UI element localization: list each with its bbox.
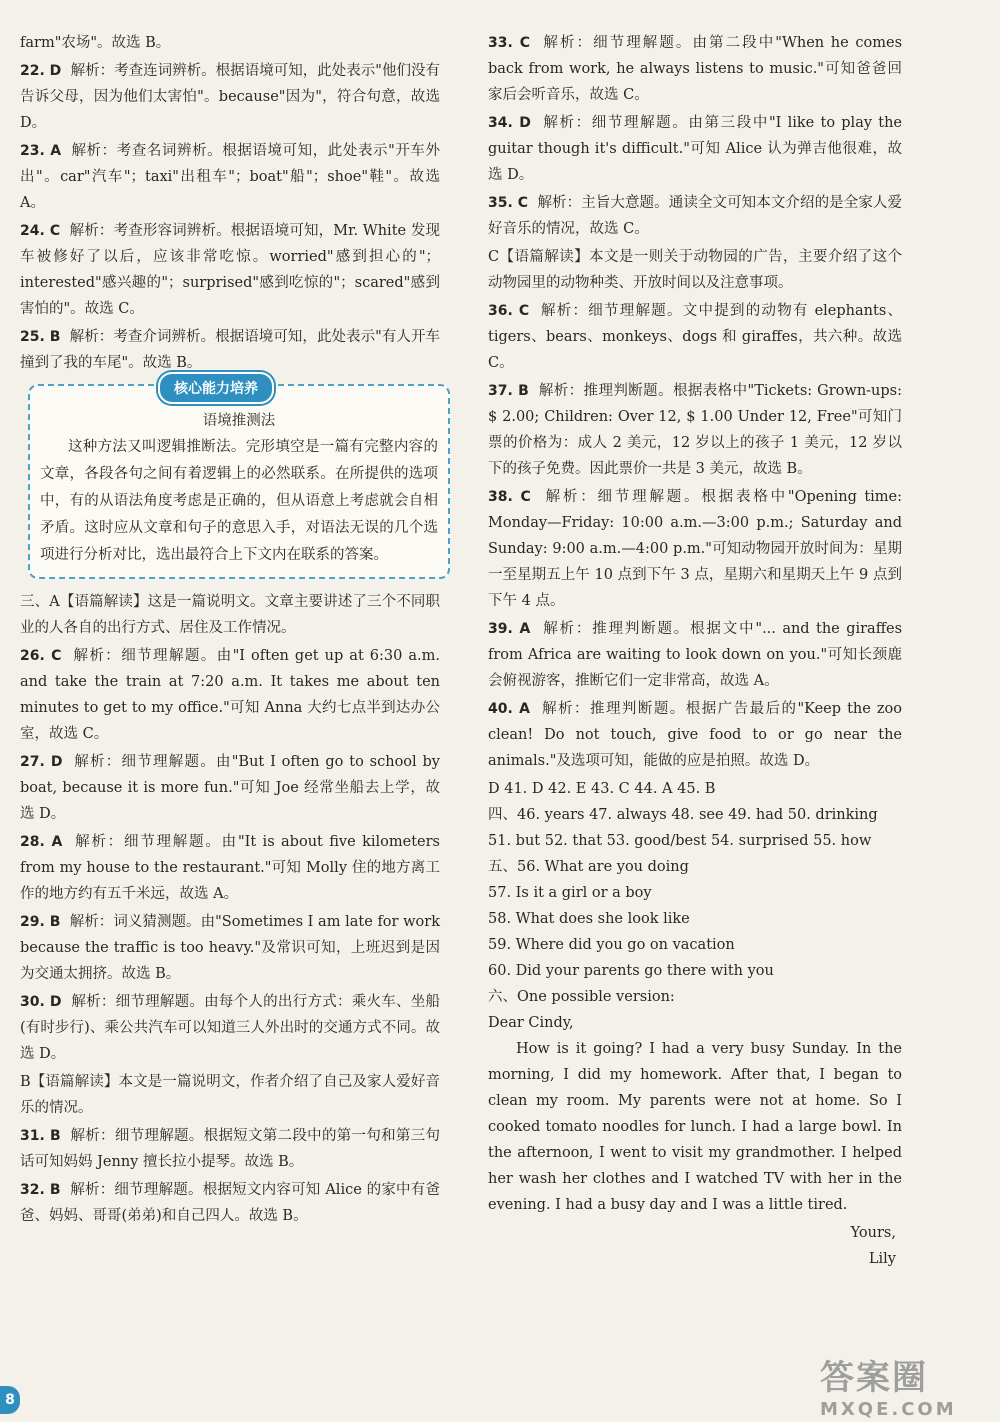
answer-explanation: 解析：考查形容词辨析。根据语境可知，Mr. White 发现车被修好了以后，应该非常吃惊。worried"感到担心的"；interested"感兴趣的"；surprised"感到吃惊的"；scared"感到害怕的"。故选 C。: [20, 223, 440, 317]
core-ability-box: [28, 381, 450, 579]
section-intro: B【语篇解读】本文是一篇说明文，作者介绍了自己及家人爱好音乐的情况。: [20, 1074, 440, 1116]
essay-greeting: Dear Cindy,: [488, 1015, 574, 1031]
core-ability-subtitle: 语境推测法: [202, 413, 276, 429]
watermark-text: 答案圈: [820, 1358, 928, 1398]
answer-number: 30. D: [20, 994, 62, 1010]
answer-item: [20, 58, 440, 136]
answer-explanation: 解析：细节理解题。由"It is about five kilometers from my house to the restaurant."可知 Molly 住的地方离工作的地方约有五千米远，故选 A。: [20, 834, 440, 902]
answer-number: 35. C: [488, 195, 529, 211]
answer-explanation: 解析：推理判断题。根据表格中"Tickets: Grown-ups: $ 2.00; Children: Over 12, $ 1.00 Under 12, Free"可知门票的价格为：成人 2 美元，12 岁以上的孩子 1 美元，12 岁以下的孩子免费。因此票价一共是 3 美元，故选 B。: [488, 383, 903, 477]
answer-explanation: 解析：主旨大意题。通读全文可知本文介绍的是全家人爱好音乐的情况，故选 C。: [488, 195, 903, 237]
answer-number: 26. C: [20, 648, 62, 664]
answers-section-4-line1: 四、46. years 47. always 48. see 49. had 50. drinking: [488, 807, 878, 823]
answer-number: 24. C: [20, 223, 61, 239]
left-column: [20, 30, 440, 1231]
answer-number: 28. A: [20, 834, 63, 850]
answer-item: [20, 909, 440, 987]
section-intro: 三、A【语篇解读】这是一篇说明文。文章主要讲述了三个不同职业的人各自的出行方式、居住及工作情况。: [20, 594, 440, 636]
answers-section-5-line: 58. What does she look like: [488, 911, 690, 927]
answer-explanation: 解析：细节理解题。根据短文内容可知 Alice 的家中有爸爸、妈妈、哥哥(弟弟)和自己四人。故选 B。: [20, 1182, 441, 1224]
essay-signature: Lily: [868, 1251, 896, 1267]
answer-number: 29. B: [20, 914, 61, 930]
answer-explanation: 解析：考查名词辨析。根据语境可知，此处表示"开车外出"。car"汽车"；taxi"出租车"；boat"船"；shoe"鞋"。故选 A。: [20, 143, 440, 211]
answer-number: 33. C: [488, 35, 531, 51]
answer-explanation: 解析：细节理解题。由"I often get up at 6:30 a.m. and take the train at 7:20 a.m. It takes me about ten minutes to get to my office."可知 Anna 大约七点半到达办公室，故选 C。: [20, 648, 440, 742]
answer-number: 23. A: [20, 143, 62, 159]
top-line: farm"农场"。故选 B。: [20, 35, 171, 51]
essay-closing: Yours,: [850, 1225, 896, 1241]
answer-item: [488, 484, 902, 614]
answers-section-4-line2: 51. but 52. that 53. good/best 54. surprised 55. how: [488, 833, 872, 849]
answer-explanation: 解析：细节理解题。文中提到的动物有 elephants、tigers、bears、monkeys、dogs 和 giraffes，共六种。故选 C。: [488, 303, 903, 371]
right-column: [488, 30, 902, 1272]
answer-explanation: 解析：词义猜测题。由"Sometimes I am late for work because the traffic is too heavy."及常识可知，上班迟到是因为交通太拥挤。故选 B。: [20, 914, 440, 982]
answer-item: [488, 696, 902, 774]
answer-item: [488, 30, 902, 108]
answer-item: [20, 1123, 440, 1175]
answer-explanation: 解析：细节理解题。由第二段中"When he comes back from work, he always listens to music."可知爸爸回家后会听音乐，故选 C。: [488, 35, 903, 103]
answer-item: [488, 190, 902, 242]
watermark-url: MXQE.COM: [820, 1399, 957, 1420]
answer-number: 39. A: [488, 621, 531, 637]
answer-explanation: 解析：细节理解题。由"But I often go to school by boat, because it is more fun."可知 Joe 经常坐船去上学，故选 D。: [20, 754, 440, 822]
answer-explanation: 解析：细节理解题。由每个人的出行方式：乘火车、坐船(有时步行)、乘公共汽车可以知道三人外出时的交通方式不同。故选 D。: [20, 994, 441, 1062]
watermark-logo: [820, 1350, 957, 1420]
essay-label: 六、One possible version:: [488, 989, 675, 1005]
answer-explanation: 解析：考查连词辨析。根据语境可知，此处表示"他们没有告诉父母，因为他们太害怕"。because"因为"，符合句意，故选 D。: [20, 63, 441, 131]
answer-item: [20, 138, 440, 216]
answer-explanation: 解析：考查介词辨析。根据语境可知，此处表示"有人开车撞到了我的车尾"。故选 B。: [20, 329, 440, 371]
answer-item: [488, 378, 902, 482]
answer-item: [20, 1177, 440, 1229]
answer-item: [20, 989, 440, 1067]
answer-explanation: 解析：细节理解题。根据短文第二段中的第一句和第三句话可知妈妈 Jenny 擅长拉小提琴。故选 B。: [20, 1128, 440, 1170]
answer-number: 31. B: [20, 1128, 61, 1144]
essay-body: How is it going? I had a very busy Sunday. In the morning, I did my homework. After that, I began to clean my room. My parents were not at home. So I cooked tomato noodles for lunch. I had a large bowl. In the afternoon, I went to visit my grandmother. I helped her wash her clothes and I watched TV with her in the evening. I had a busy day and I was a little tired.: [488, 1041, 902, 1213]
answer-item: [488, 298, 902, 376]
answer-explanation: 解析：推理判断题。根据文中"... and the giraffes from Africa are waiting to look down on you."可知长颈鹿会俯视游客，推断它们一定非常高，故选 A。: [488, 621, 903, 689]
answers-section-5-line: 60. Did your parents go there with you: [488, 963, 774, 979]
answer-number: 38. C: [488, 489, 531, 505]
answers-section-d: D 41. D 42. E 43. C 44. A 45. B: [488, 781, 716, 797]
page-number: 8: [0, 1386, 20, 1414]
answer-item: [20, 324, 440, 376]
answer-explanation: 解析：细节理解题。根据表格中"Opening time: Monday—Friday: 10:00 a.m.—3:00 p.m.; Saturday and Sunday: 9:00 a.m.—4:00 p.m."可知动物园开放时间为：星期一至星期五上午 10 点到下午 3 点，星期六和星期天上午 9 点到下午 4 点。: [488, 489, 903, 609]
answer-explanation: 解析：推理判断题。根据广告最后的"Keep the zoo clean! Do not touch, give food to or go near the animals."及选项可知，能做的应是拍照。故选 D。: [488, 701, 903, 769]
answer-item: [20, 749, 440, 827]
answer-item: [20, 643, 440, 747]
answer-number: 25. B: [20, 329, 61, 345]
answer-item: [488, 110, 902, 188]
answer-explanation: 解析：细节理解题。由第三段中"I like to play the guitar though it's difficult."可知 Alice 认为弹吉他很难，故选 D。: [488, 115, 902, 183]
answer-number: 22. D: [20, 63, 62, 79]
answer-number: 34. D: [488, 115, 531, 131]
answer-number: 36. C: [488, 303, 530, 319]
answer-number: 32. B: [20, 1182, 61, 1198]
answer-number: 37. B: [488, 383, 529, 399]
core-ability-text: 这种方法又叫逻辑推断法。完形填空是一篇有完整内容的文章，各段各句之间有着逻辑上的必然联系。在所提供的选项中，有的从语法角度考虑是正确的，但从语意上考虑就会自相矛盾。这时应从文章和句子的意思入手，对语法无误的几个选项进行分析对比，选出最符合上下文内在联系的答案。: [40, 439, 438, 563]
answer-item: [20, 829, 440, 907]
answers-section-5-line: 57. Is it a girl or a boy: [488, 885, 652, 901]
answer-item: [20, 218, 440, 322]
answer-number: 40. A: [488, 701, 530, 717]
core-ability-title: 核心能力培养: [158, 372, 274, 404]
answers-section-5-line: 59. Where did you go on vacation: [488, 937, 735, 953]
answers-section-5-line: 五、56. What are you doing: [488, 859, 689, 875]
answer-number: 27. D: [20, 754, 63, 770]
answer-item: [488, 616, 902, 694]
section-intro: C【语篇解读】本文是一则关于动物园的广告，主要介绍了这个动物园里的动物种类、开放时间以及注意事项。: [488, 249, 902, 291]
